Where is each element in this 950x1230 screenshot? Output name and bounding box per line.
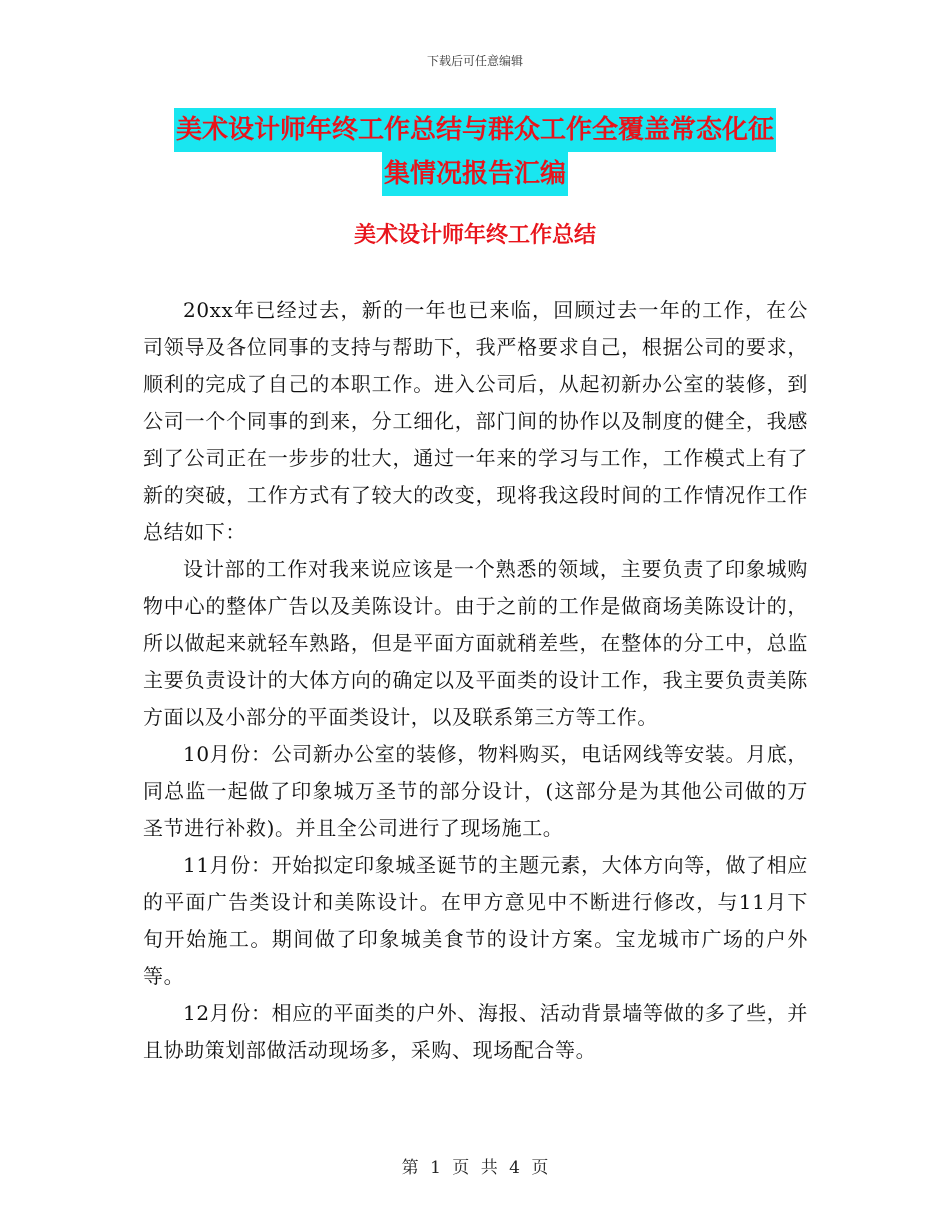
section-heading: 美术设计师年终工作总结 xyxy=(353,223,596,248)
document-body xyxy=(143,292,808,1069)
page-header-note: 下载后可任意编辑 xyxy=(426,54,523,68)
page-number: 第 1 页 共 4 页 xyxy=(401,1158,549,1178)
paragraph-november: 11月份：开始拟定印象城圣诞节的主题元素，大体方向等，做了相应的平面广告类设计和美陈设计。在甲方意见中不断进行修改，与11月下旬开始施工。期间做了印象城美食节的设计方案。宝龙城市广场的户外等。 xyxy=(143,853,808,988)
paragraph-october: 10月份：公司新办公室的装修，物料购买，电话网线等安装。月底，同总监一起做了印象城万圣节的部分设计，(这部分是为其他公司做的万圣节进行补救)。并且全公司进行了现场施工。 xyxy=(143,742,808,840)
paragraph-design-dept: 设计部的工作对我来说应该是一个熟悉的领域，主要负责了印象城购物中心的整体广告以及美陈设计。由于之前的工作是做商场美陈设计的，所以做起来就轻车熟路，但是平面方面就稍差些，在整体的分工中，总监主要负责设计的大体方向的确定以及平面类的设计工作，我主要负责美陈方面以及小部分的平面类设计，以及联系第三方等工作。 xyxy=(143,557,808,729)
document-title xyxy=(150,108,800,196)
paragraph-december: 12月份：相应的平面类的户外、海报、活动背景墙等做的多了些，并且协助策划部做活动现场多，采购、现场配合等。 xyxy=(143,1001,808,1062)
document-title-line-1: 美术设计师年终工作总结与群众工作全覆盖常态化征 xyxy=(174,108,776,152)
paragraph-intro: 20xx年已经过去，新的一年也已来临，回顾过去一年的工作，在公司领导及各位同事的支持与帮助下，我严格要求自己，根据公司的要求，顺利的完成了自己的本职工作。进入公司后，从起初新办公室的装修，到公司一个个同事的到来，分工细化，部门间的协作以及制度的健全，我感到了公司正在一步步的壮大，通过一年来的学习与工作，工作模式上有了新的突破，工作方式有了较大的改变，现将我这段时间的工作情况作工作总结如下： xyxy=(143,298,808,544)
document-title-line-2: 集情况报告汇编 xyxy=(382,152,568,196)
